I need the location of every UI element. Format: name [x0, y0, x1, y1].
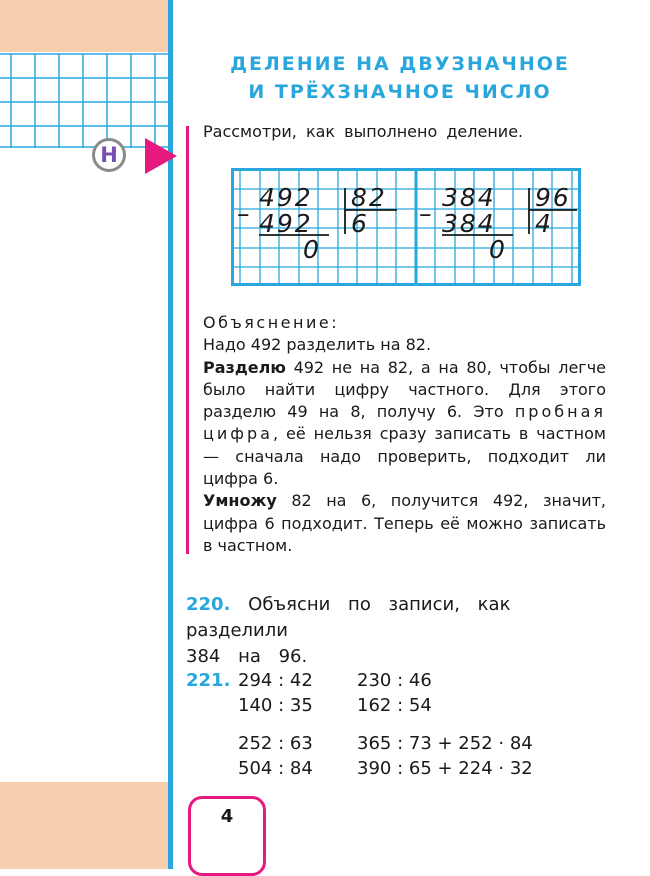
- bold-word: Разделю: [203, 357, 286, 377]
- spaced-term: пробная цифра: [203, 402, 606, 444]
- explanation-line-1: Надо 492 разделить на 82.: [203, 335, 432, 355]
- subtrahend-1: 492: [259, 209, 313, 238]
- minus-sign: –: [237, 199, 250, 228]
- minus-sign: –: [419, 199, 432, 228]
- expression: 390 : 65 + 224 · 32: [357, 758, 533, 779]
- task-number: 220.: [186, 594, 231, 615]
- bold-word: Умножу: [203, 491, 277, 511]
- expression: 504 : 84: [238, 758, 313, 779]
- expression: 294 : 42: [238, 670, 313, 691]
- explanation-paragraph-3: Умножу 82 на 6, получится 492, значит, цифра 6 подходит. Теперь её можно записать в частном.: [203, 491, 606, 555]
- margin-bottom-band: [0, 782, 168, 869]
- level-badge-icon: [92, 138, 126, 172]
- expression: 162 : 54: [357, 695, 432, 716]
- dividend-2: 384: [442, 183, 496, 212]
- page-title-line-2: И ТРЁХЗНАЧНОЕ ЧИСЛО: [248, 81, 552, 103]
- explanation-block: [203, 312, 606, 557]
- margin-grid: [0, 52, 168, 148]
- remainder-1: 0: [303, 235, 319, 264]
- badge-letter: Н: [100, 143, 118, 167]
- task-221: [186, 670, 230, 691]
- explanation-heading: Объяснение:: [203, 313, 340, 332]
- long-division-grid: [231, 168, 581, 286]
- pointer-arrow-icon: [145, 138, 177, 174]
- divisor-1: 82: [351, 183, 387, 212]
- quotient-2: 4: [535, 209, 551, 238]
- expression: 252 : 63: [238, 733, 313, 754]
- quotient-1: 6: [351, 209, 367, 238]
- expression: 365 : 73 + 252 · 84: [357, 733, 533, 754]
- task-number: 221.: [186, 670, 231, 691]
- explanation-bar: [186, 126, 189, 554]
- task-220: [186, 592, 608, 670]
- task-text: 384 на 96.: [186, 646, 308, 667]
- page-number: 4: [220, 806, 234, 827]
- margin-top-band: [0, 0, 168, 52]
- dividend-1: 492: [259, 183, 313, 212]
- expression: 230 : 46: [357, 670, 432, 691]
- divisor-2: 96: [535, 183, 571, 212]
- explanation-paragraph-2: Разделю 492 не на 82, а на 80, чтобы легче было найти цифру частного. Для этого разделю 49 на 8, получу 6. Это пробная цифра, её нельзя сразу записать в частном — сначала надо проверить, подходит ли цифра 6.: [203, 357, 606, 489]
- remainder-2: 0: [489, 235, 505, 264]
- task-text: Объясни по записи, как разделили: [186, 594, 511, 641]
- subtrahend-2: 384: [442, 209, 496, 238]
- intro-text: Рассмотри, как выполнено деление.: [203, 122, 524, 141]
- expression: 140 : 35: [238, 695, 313, 716]
- margin-divider: [168, 0, 173, 869]
- page-title-line-1: ДЕЛЕНИЕ НА ДВУЗНАЧНОЕ: [230, 53, 570, 75]
